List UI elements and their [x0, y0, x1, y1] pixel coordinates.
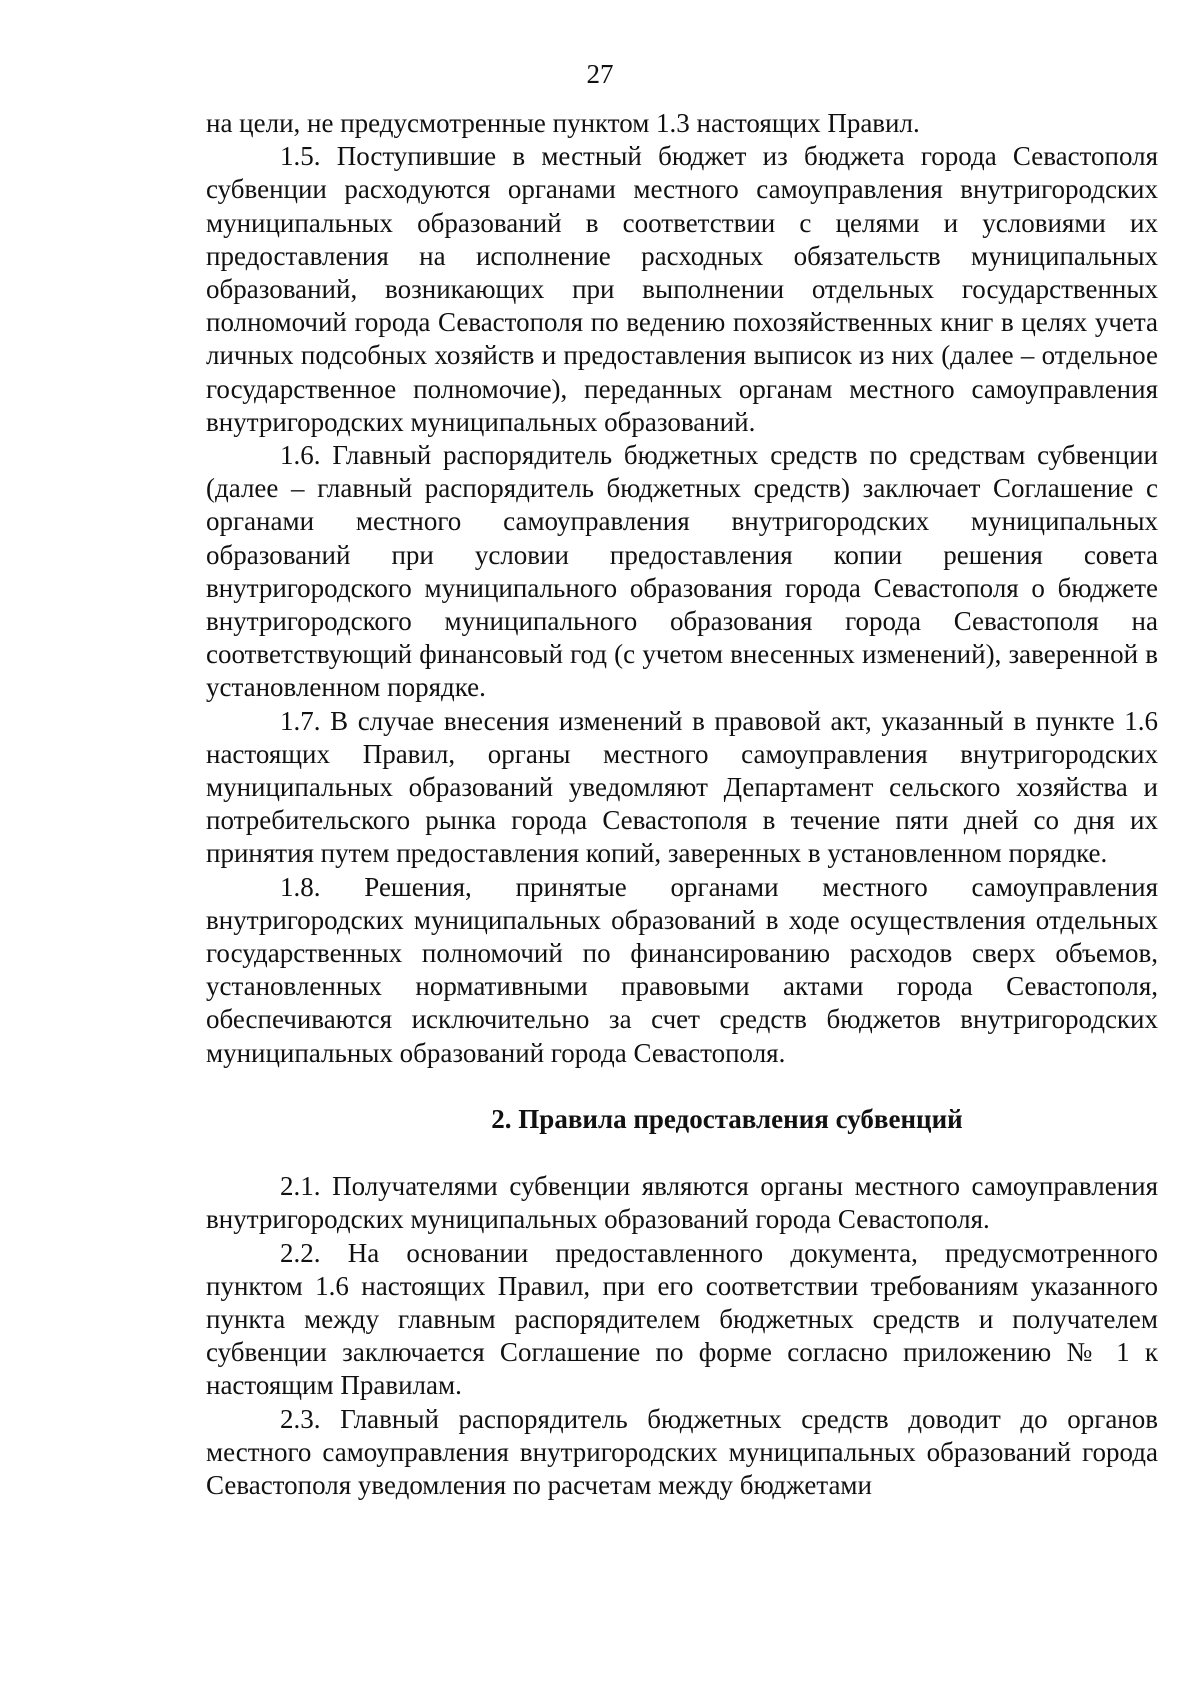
- paragraph-1-7: 1.7. В случае внесения изменений в правовой акт, указанный в пункте 1.6 настоящих Правил, органы местного самоуправления внутригородских муниципальных образований уведомляют Департамент сельского хозяйства и потребительского рынка города Севастополя в течение пяти дней со дня их принятия путем предоставления копий, заверенных в установленном порядке.: [206, 705, 1158, 869]
- paragraph-2-3: 2.3. Главный распорядитель бюджетных средств доводит до органов местного самоуправления внутригородских муниципальных образований города Севастополя уведомления по расчетам между бюджетами: [206, 1403, 1158, 1500]
- document-body: [206, 107, 1158, 1502]
- paragraph-2-1: 2.1. Получателями субвенции являются органы местного самоуправления внутригородских муниципальных образований города Севастополя.: [206, 1171, 1158, 1235]
- paragraph-1-8: 1.8. Решения, принятые органами местного самоуправления внутригородских муниципальных образований в ходе осуществления отдельных государственных полномочий по финансированию расходов сверх объемов, установленных нормативными правовыми актами города Севастополя, обеспечиваются исключительно за счет средств бюджетов внутригородских муниципальных образований города Севастополя.: [206, 871, 1158, 1068]
- paragraph-1-6: 1.6. Главный распорядитель бюджетных средств по средствам субвенции (далее – главный распорядитель бюджетных средств) заключает Соглашение с органами местного самоуправления внутригородских муниципальных образований при условии предоставления копии решения совета внутригородского муниципального образования города Севастополя о бюджете внутригородского муниципального образования города Севастополя на соответствующий финансовый год (с учетом внесенных изменений), заверенной в установленном порядке.: [206, 440, 1158, 703]
- paragraph-2-2: 2.2. На основании предоставленного документа, предусмотренного пунктом 1.6 настоящих Правил, при его соответствии требованиям указанного пункта между главным распорядителем бюджетных средств и получателем субвенции заключается Соглашение по форме согласно приложению № 1 к настоящим Правилам.: [206, 1237, 1158, 1401]
- section-heading-2: 2. Правила предоставления субвенций: [491, 1103, 963, 1134]
- paragraph-continuation: на цели, не предусмотренные пунктом 1.3 настоящих Правил.: [206, 108, 920, 138]
- page-number: 27: [586, 59, 614, 89]
- paragraph-1-5: 1.5. Поступившие в местный бюджет из бюджета города Севастополя субвенции расходуются органами местного самоуправления внутригородских муниципальных образований в соответствии с целями и условиями их предоставления на исполнение расходных обязательств муниципальных образований, возникающих при выполнении отдельных государственных полномочий города Севастополя по ведению похозяйственных книг в целях учета личных подсобных хозяйств и предоставления выписок из них (далее – отдельное государственное полномочие), переданных органам местного самоуправления внутригородских муниципальных образований.: [206, 141, 1158, 437]
